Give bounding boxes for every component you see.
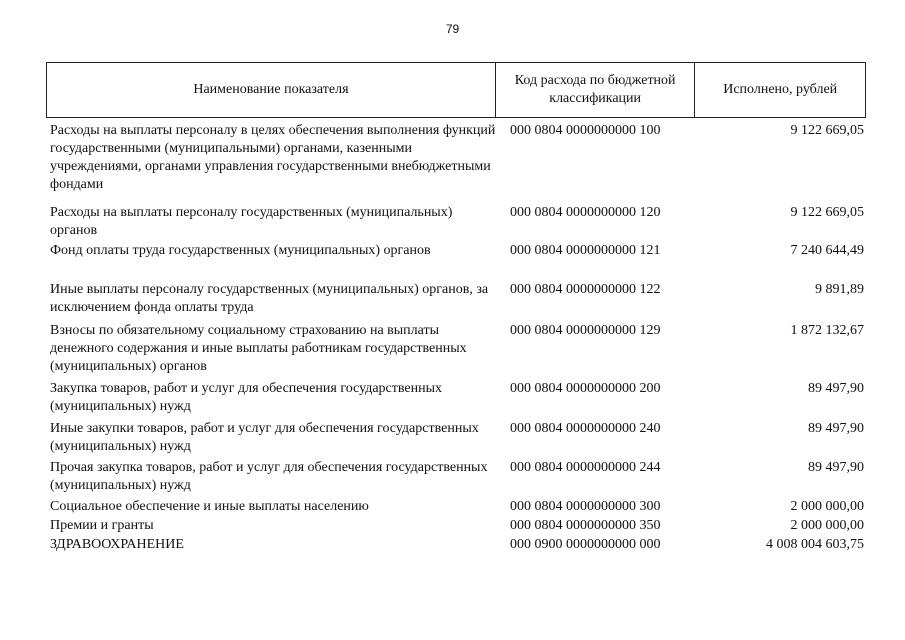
header-code-column: Код расхода по бюджетной классификации bbox=[496, 63, 696, 117]
row-code: 000 0804 0000000000 100 bbox=[510, 123, 661, 138]
row-code: 000 0804 0000000000 300 bbox=[510, 499, 661, 514]
row-amount: 89 497,90 bbox=[808, 381, 864, 396]
row-code: 000 0804 0000000000 350 bbox=[510, 518, 661, 533]
row-amount: 89 497,90 bbox=[808, 460, 864, 475]
row-code: 000 0804 0000000000 120 bbox=[510, 205, 661, 220]
row-code: 000 0804 0000000000 122 bbox=[510, 282, 661, 297]
row-name: Прочая закупка товаров, работ и услуг для обеспечения государственных (муниципальных) нужд bbox=[50, 460, 488, 493]
row-amount: 9 891,89 bbox=[815, 282, 864, 297]
row-name: ЗДРАВООХРАНЕНИЕ bbox=[50, 537, 184, 552]
header-name-column: Наименование показателя bbox=[47, 63, 496, 117]
row-name: Взносы по обязательному социальному страхованию на выплаты денежного содержания и иные выплаты работникам государственных (муниципальных) органов bbox=[50, 323, 467, 374]
row-code: 000 0804 0000000000 121 bbox=[510, 243, 661, 258]
row-code: 000 0804 0000000000 129 bbox=[510, 323, 661, 338]
row-name: Иные закупки товаров, работ и услуг для обеспечения государственных (муниципальных) нужд bbox=[50, 421, 479, 454]
row-name: Фонд оплаты труда государственных (муниципальных) органов bbox=[50, 243, 431, 258]
row-code: 000 0804 0000000000 200 bbox=[510, 381, 661, 396]
row-amount: 2 000 000,00 bbox=[790, 499, 864, 514]
row-name: Расходы на выплаты персоналу в целях обеспечения выполнения функций государственными (муниципальными) органами, казенными учреждениями, органами управления государственными внебюджетными фондами bbox=[50, 123, 496, 192]
row-amount: 2 000 000,00 bbox=[790, 518, 864, 533]
row-code: 000 0900 0000000000 000 bbox=[510, 537, 661, 552]
header-amount-column: Исполнено, рублей bbox=[723, 82, 838, 97]
row-code: 000 0804 0000000000 244 bbox=[510, 460, 661, 475]
row-amount: 9 122 669,05 bbox=[790, 123, 864, 138]
row-amount: 4 008 004 603,75 bbox=[766, 537, 864, 552]
row-amount: 7 240 644,49 bbox=[790, 243, 864, 258]
row-name: Премии и гранты bbox=[50, 518, 154, 533]
row-name: Расходы на выплаты персоналу государственных (муниципальных) органов bbox=[50, 205, 453, 238]
row-name: Иные выплаты персоналу государственных (муниципальных) органов, за исключением фонда оплаты труда bbox=[50, 282, 489, 315]
row-amount: 89 497,90 bbox=[808, 421, 864, 436]
page-number: 79 bbox=[445, 22, 460, 36]
table-header bbox=[46, 62, 866, 118]
row-amount: 9 122 669,05 bbox=[790, 205, 864, 220]
row-amount: 1 872 132,67 bbox=[790, 323, 864, 338]
row-name: Социальное обеспечение и иные выплаты населению bbox=[50, 499, 369, 514]
row-name: Закупка товаров, работ и услуг для обеспечения государственных (муниципальных) нужд bbox=[50, 381, 443, 414]
row-code: 000 0804 0000000000 240 bbox=[510, 421, 661, 436]
